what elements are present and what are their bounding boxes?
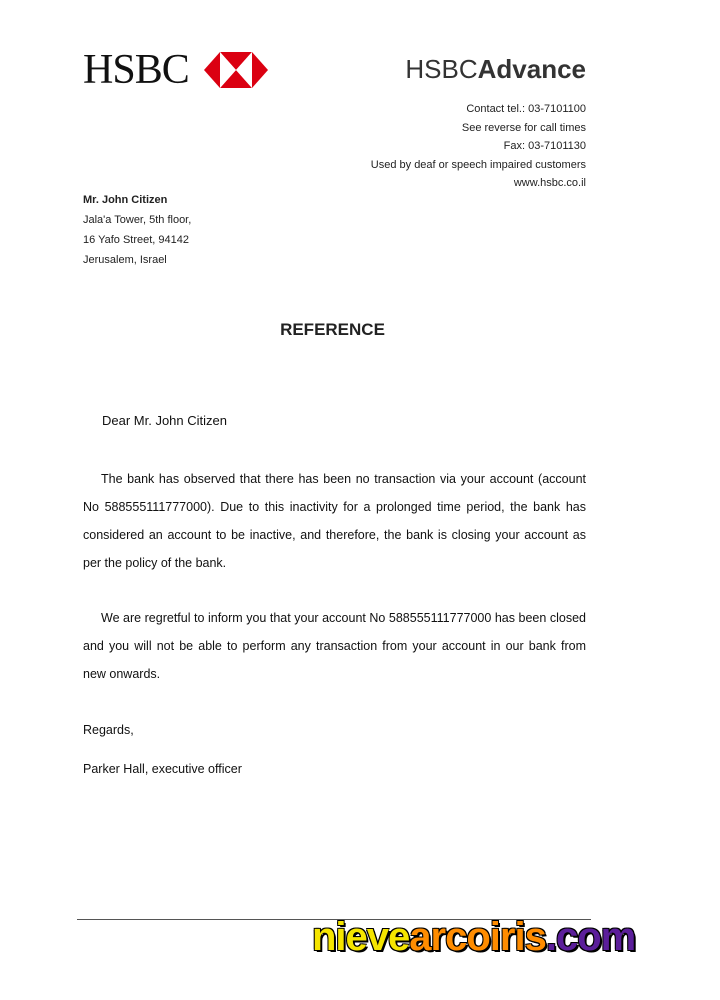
contact-tel: Contact tel.: 03-7101100 [466,103,586,115]
contact-fax: Fax: 03-7101130 [503,140,586,152]
hsbc-advance-brand [405,54,586,84]
address-line: Jala'a Tower, 5th floor, [83,214,192,226]
hsbc-logo-text: HSBC [83,47,189,93]
contact-website: www.hsbc.co.il [513,177,586,189]
closing: Regards, [83,723,134,737]
brand-suffix: Advance [477,54,586,84]
watermark-part-2: arcoiris [409,915,546,959]
signature: Parker Hall, executive officer [83,762,242,776]
greeting: Dear Mr. John Citizen [102,413,227,428]
watermark-part-3: .com [545,915,636,959]
address-line: 16 Yafo Street, 94142 [83,234,190,246]
contact-call-times: See reverse for call times [461,121,586,134]
recipient-name: Mr. John Citizen [83,194,168,206]
paragraph-1 [83,465,586,577]
hsbc-hexagon-icon [204,52,268,88]
contact-info [371,100,586,193]
paragraph-2 [83,604,586,688]
brand-prefix: HSBC [405,54,478,84]
recipient-address [83,190,191,270]
paragraph-1-text: The bank has observed that there has been no transaction via your account (account No 588555111777000). Due to this inactivity for a prolonged time period, the bank has considered an account to be inactive, and therefore, the bank is closing your account as per the policy of the bank. [83,472,586,570]
address-line: Jerusalem, Israel [83,254,167,266]
watermark-part-1: nieve [312,915,410,959]
watermark [312,912,635,962]
paragraph-2-text: We are regretful to inform you that your account No 588555111777000 has been closed and you will not be able to perform any transaction from your account in our bank from new onwards. [83,611,586,681]
contact-deaf-note: Used by deaf or speech impaired customers [370,158,586,171]
letter-title: REFERENCE [280,320,385,339]
